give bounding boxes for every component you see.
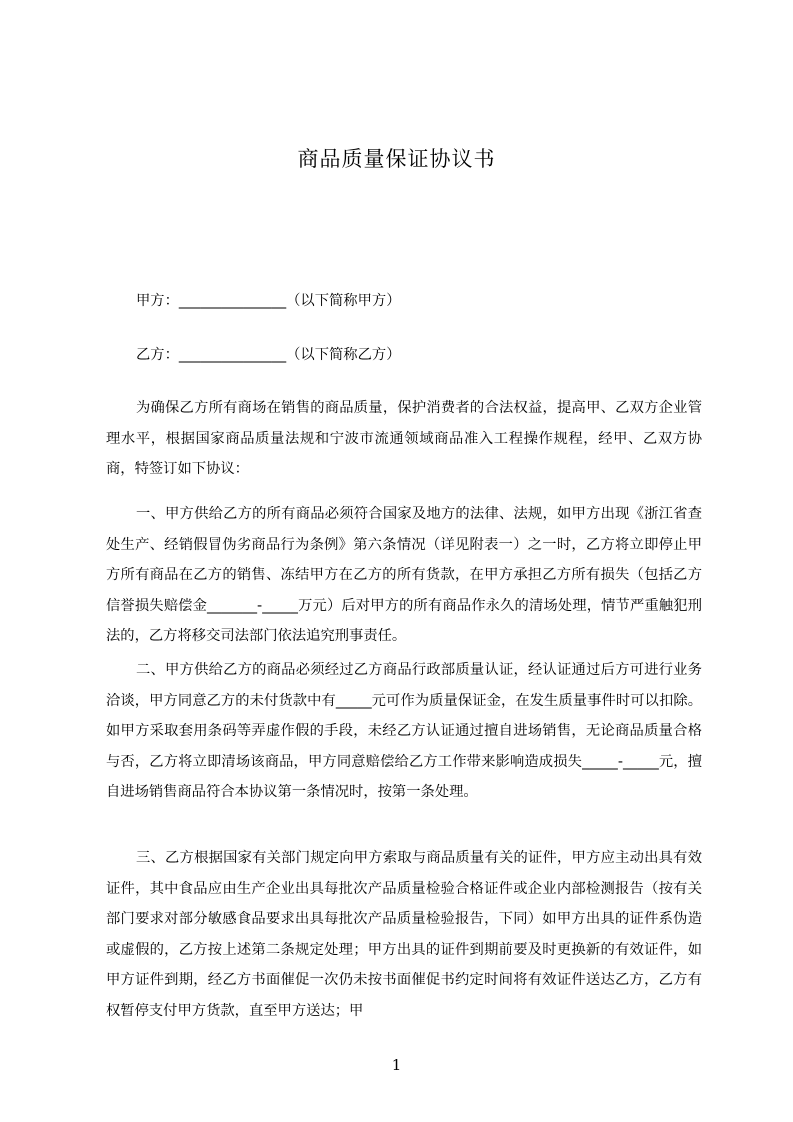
- party-b-line: 乙方：_______________（以下简称乙方）: [136, 347, 401, 363]
- page-title: 商品质量保证协议书: [297, 147, 496, 171]
- page-number: 1: [391, 1056, 402, 1074]
- clause-3-paragraph: 三、乙方根据国家有关部门规定向甲方索取与商品质量有关的证件，甲方应主动出具有效证件，其中食品应由生产企业出具每批次产品质量检验合格证件或企业内部检测报告（按有关部门要求对部分敏感食品要求出具每批次产品质量检验报告，下同）如甲方出具的证件系伪造或虚假的，乙方按上述第二条规定处理；甲方出具的证件到期前要及时更换新的有效证件，如甲方证件到期，经乙方书面催促一次仍未按书面催促书约定时间将有效证件送达乙方，乙方有权暂停支付甲方货款，直至甲方送达；甲: [106, 850, 702, 1019]
- clause-1-paragraph: 一、甲方供给乙方的所有商品必须符合国家及地方的法律、法规，如甲方出现《浙江省查处生产、经销假冒伪劣商品行为条例》第六条情况（详见附表一）之一时，乙方将立即停止甲方所有商品在乙方的销售、冻结甲方在乙方的所有货款，在甲方承担乙方所有损失（包括乙方信誉损失赔偿金_______-_____万元）后对甲方的所有商品作永久的清场处理，情节严重触犯刑法的，乙方将移交司法部门依法追究刑事责任。: [106, 506, 702, 644]
- party-a-line: 甲方：_______________（以下简称甲方）: [136, 293, 401, 309]
- intro-paragraph: 为确保乙方所有商场在销售的商品质量，保护消费者的合法权益，提高甲、乙双方企业管理水平，根据国家商品质量法规和宁波市流通领域商品准入工程操作规程，经甲、乙双方协商，特签订如下协议：: [106, 400, 702, 477]
- clause-2-paragraph: 二、甲方供给乙方的商品必须经过乙方商品行政部质量认证，经认证通过后方可进行业务洽谈，甲方同意乙方的未付货款中有_____元可作为质量保证金，在发生质量事件时可以扣除。如甲方采取套用条码等弄虚作假的手段，未经乙方认证通过擅自进场销售，无论商品质量合格与否，乙方将立即清场该商品，甲方同意赔偿给乙方工作带来影响造成损失_____-_____元，擅自进场销售商品符合本协议第一条情况时，按第一条处理。: [106, 662, 702, 800]
